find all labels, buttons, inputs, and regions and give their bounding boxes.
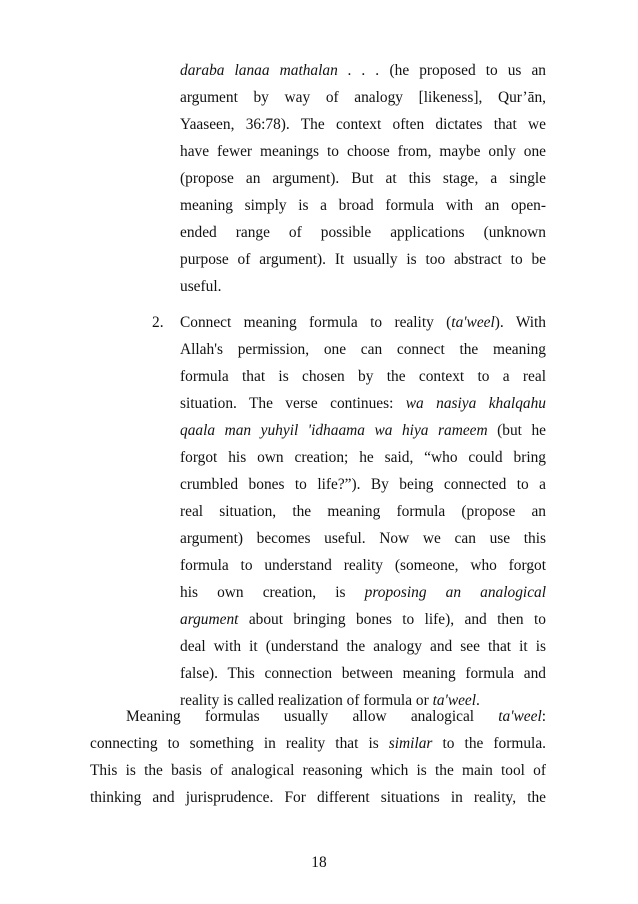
text-line: qaala man yuhyil 'idhaama wa hiya rameem (but he <box>180 422 547 439</box>
text-line: reality is called realization of formula or ta'weel. <box>180 692 480 709</box>
list-number: 2. <box>152 314 164 331</box>
text-line: useful. <box>180 278 222 295</box>
text-line: daraba lanaa mathalan . . . (he proposed to us an <box>180 62 547 79</box>
text-line: his own creation, is proposing an analogical <box>180 584 546 601</box>
text-line: deal with it (understand the analogy and see that it is <box>180 638 546 655</box>
text-line: forgot his own creation; he said, “who could bring <box>180 449 546 466</box>
text-line: real situation, the meaning formula (propose an <box>180 503 546 520</box>
text-line: have fewer meanings to choose from, maybe only one <box>180 143 546 160</box>
text-line: formula that is chosen by the context to a real <box>180 368 546 385</box>
text-line: Yaaseen, 36:78). The context often dictates that we <box>180 116 546 133</box>
text-line: This is the basis of analogical reasoning which is the main tool of <box>90 762 546 779</box>
text-line: thinking and jurisprudence. For different situations in reality, the <box>90 789 546 806</box>
text-line: situation. The verse continues: wa nasiya khalqahu <box>180 395 546 412</box>
text-line: ended range of possible applications (unknown <box>180 224 546 241</box>
text-line: Allah's permission, one can connect the meaning <box>180 341 546 358</box>
text-line: crumbled bones to life?”). By being connected to a <box>180 476 546 493</box>
text-line: connecting to something in reality that is similar to the formula. <box>90 735 546 752</box>
text-line: meaning simply is a broad formula with an open- <box>180 197 546 214</box>
text-line: (propose an argument). But at this stage, a single <box>180 170 546 187</box>
text-line: argument) becomes useful. Now we can use this <box>180 530 546 547</box>
text-line: argument by way of analogy [likeness], Qur’ān, <box>180 89 546 106</box>
text-line: purpose of argument). It usually is too abstract to be <box>180 251 546 268</box>
text-line: Meaning formulas usually allow analogical ta'weel: <box>126 708 546 725</box>
text-line: Connect meaning formula to reality (ta'weel). With <box>180 314 546 331</box>
text-line: formula to understand reality (someone, who forgot <box>180 557 546 574</box>
text-line: false). This connection between meaning formula and <box>180 665 546 682</box>
text-line: argument about bringing bones to life), and then to <box>180 611 546 628</box>
page-number: 18 <box>311 854 327 871</box>
